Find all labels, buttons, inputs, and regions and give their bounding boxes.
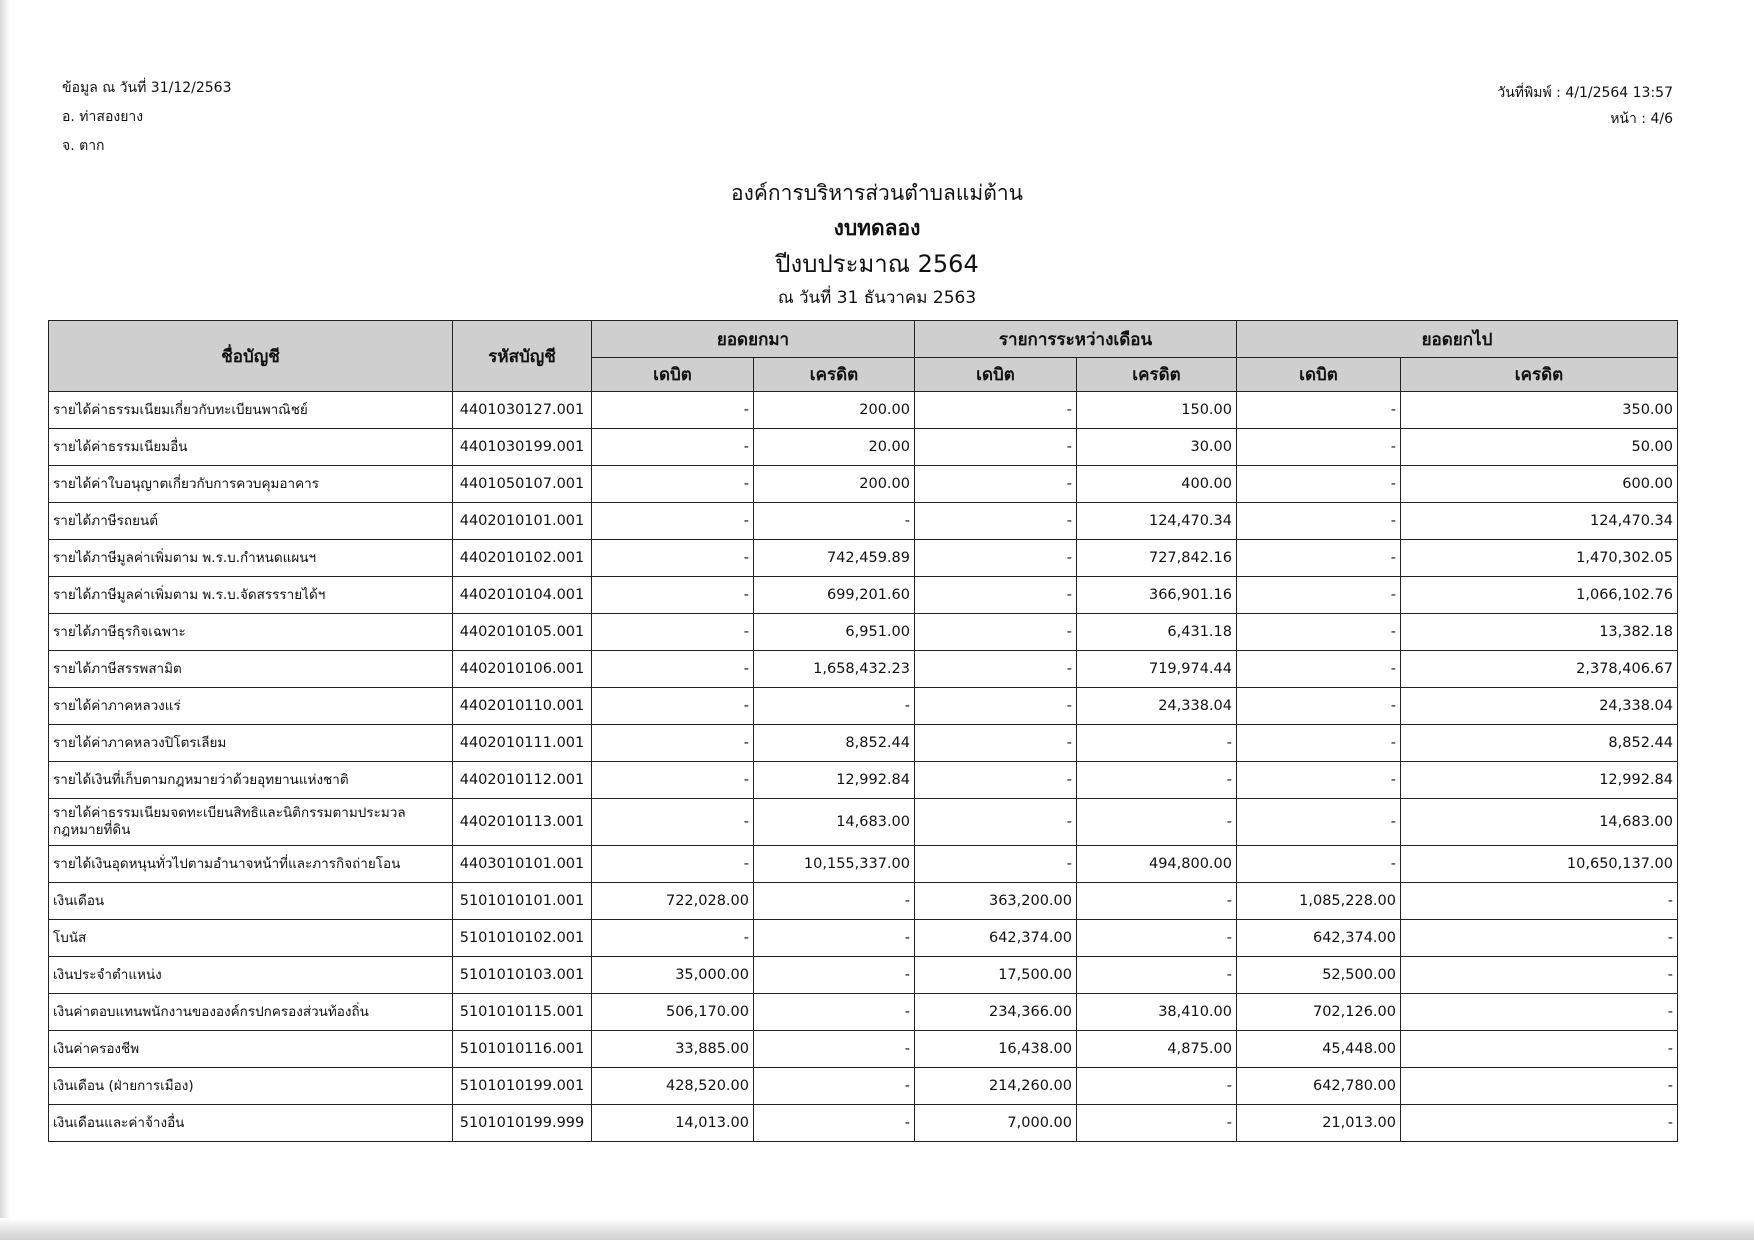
bf-credit-cell: - [754, 503, 915, 540]
organization-name: องค์การบริหารส่วนตำบลแม่ต้าน [731, 181, 1023, 205]
month-credit-cell: 6,431.18 [1077, 614, 1237, 651]
bf-debit-cell: 14,013.00 [592, 1105, 754, 1142]
account-code-cell: 5101010103.001 [453, 957, 592, 994]
month-credit-cell: 719,974.44 [1077, 651, 1237, 688]
account-name-cell: รายได้ค่าธรรมเนียมเกี่ยวกับทะเบียนพาณิชย์ [49, 392, 453, 429]
account-name-cell: เงินเดือน (ฝ่ายการเมือง) [49, 1068, 453, 1105]
month-credit-cell: 30.00 [1077, 429, 1237, 466]
month-debit-cell: 7,000.00 [915, 1105, 1077, 1142]
bf-credit-cell: 200.00 [754, 466, 915, 503]
table-row [49, 688, 1678, 725]
account-code-cell: 5101010116.001 [453, 1031, 592, 1068]
account-name-cell: รายได้ค่าธรรมเนียมจดทะเบียนสิทธิและนิติกรรมตามประมวลกฎหมายที่ดิน [49, 799, 453, 846]
account-code-cell: 4402010113.001 [453, 799, 592, 846]
cf-debit-cell: 702,126.00 [1237, 994, 1401, 1031]
month-debit-cell: 17,500.00 [915, 957, 1077, 994]
table-row [49, 577, 1678, 614]
cf-credit-cell: 350.00 [1401, 392, 1678, 429]
month-debit-cell: 642,374.00 [915, 920, 1077, 957]
account-code-cell: 4402010104.001 [453, 577, 592, 614]
account-name-cell: รายได้เงินอุดหนุนทั่วไปตามอำนาจหน้าที่และภารกิจถ่ายโอน [49, 846, 453, 883]
bf-credit-cell: 8,852.44 [754, 725, 915, 762]
account-name-cell: โบนัส [49, 920, 453, 957]
bf-debit-cell: - [592, 762, 754, 799]
cf-credit-cell: 1,470,302.05 [1401, 540, 1678, 577]
cf-credit-cell: - [1401, 957, 1678, 994]
province-name: จ. ตาก [62, 138, 105, 154]
table-row [49, 994, 1678, 1031]
cf-debit-cell: 52,500.00 [1237, 957, 1401, 994]
table-header-row [49, 321, 1678, 358]
month-debit-cell: - [915, 466, 1077, 503]
header-carried-forward: ยอดยกไป [1237, 321, 1678, 358]
bf-credit-cell: 6,951.00 [754, 614, 915, 651]
cf-credit-cell: 600.00 [1401, 466, 1678, 503]
cf-debit-cell: 45,448.00 [1237, 1031, 1401, 1068]
bf-debit-cell: - [592, 577, 754, 614]
table-row [49, 846, 1678, 883]
cf-debit-cell: - [1237, 725, 1401, 762]
cf-debit-cell: - [1237, 503, 1401, 540]
bf-debit-cell: - [592, 614, 754, 651]
cf-credit-cell: - [1401, 920, 1678, 957]
account-name-cell: รายได้ค่าใบอนุญาตเกี่ยวกับการควบคุมอาคาร [49, 466, 453, 503]
table-row [49, 466, 1678, 503]
district-name: อ. ท่าสองยาง [62, 109, 144, 125]
cf-credit-cell: 14,683.00 [1401, 799, 1678, 846]
month-debit-cell: - [915, 725, 1077, 762]
cf-credit-cell: 8,852.44 [1401, 725, 1678, 762]
cf-debit-cell: - [1237, 651, 1401, 688]
report-title: งบทดลอง [833, 216, 921, 240]
cf-credit-cell: 50.00 [1401, 429, 1678, 466]
month-debit-cell: - [915, 614, 1077, 651]
cf-credit-cell: 124,470.34 [1401, 503, 1678, 540]
bf-debit-cell: - [592, 725, 754, 762]
month-credit-cell: - [1077, 883, 1237, 920]
account-name-cell: เงินเดือน [49, 883, 453, 920]
bf-debit-cell: 35,000.00 [592, 957, 754, 994]
table-row [49, 1031, 1678, 1068]
month-debit-cell: - [915, 540, 1077, 577]
month-debit-cell: - [915, 799, 1077, 846]
account-name-cell: เงินค่าตอบแทนพนักงานขององค์กรปกครองส่วนท้องถิ่น [49, 994, 453, 1031]
cf-credit-cell: - [1401, 1068, 1678, 1105]
bf-credit-cell: 10,155,337.00 [754, 846, 915, 883]
header-cf-credit: เครดิต [1401, 358, 1678, 392]
month-credit-cell: 4,875.00 [1077, 1031, 1237, 1068]
header-right-block [1497, 80, 1673, 132]
cf-credit-cell: 24,338.04 [1401, 688, 1678, 725]
bf-debit-cell: - [592, 799, 754, 846]
account-code-cell: 4402010111.001 [453, 725, 592, 762]
as-of-date: ณ วันที่ 31 ธันวาคม 2563 [777, 288, 977, 308]
table-row [49, 799, 1678, 846]
data-as-of-date: ข้อมูล ณ วันที่ 31/12/2563 [62, 80, 232, 96]
account-name-cell: เงินเดือนและค่าจ้างอื่น [49, 1105, 453, 1142]
account-name-cell: รายได้ภาษีมูลค่าเพิ่มตาม พ.ร.บ.จัดสรรรายได้ฯ [49, 577, 453, 614]
month-debit-cell: - [915, 392, 1077, 429]
table-row [49, 392, 1678, 429]
header-account-code: รหัสบัญชี [453, 321, 592, 392]
month-debit-cell: - [915, 762, 1077, 799]
table-row [49, 725, 1678, 762]
cf-credit-cell: - [1401, 883, 1678, 920]
account-name-cell: รายได้ภาษีธุรกิจเฉพาะ [49, 614, 453, 651]
month-debit-cell: - [915, 688, 1077, 725]
cf-credit-cell: 12,992.84 [1401, 762, 1678, 799]
bf-debit-cell: 722,028.00 [592, 883, 754, 920]
cf-credit-cell: - [1401, 1031, 1678, 1068]
bf-credit-cell: 12,992.84 [754, 762, 915, 799]
cf-debit-cell: - [1237, 846, 1401, 883]
table-row [49, 503, 1678, 540]
bf-debit-cell: - [592, 688, 754, 725]
page-number: หน้า : 4/6 [1610, 111, 1673, 127]
table-row [49, 920, 1678, 957]
cf-credit-cell: - [1401, 994, 1678, 1031]
account-code-cell: 4403010101.001 [453, 846, 592, 883]
month-debit-cell: - [915, 503, 1077, 540]
cf-debit-cell: - [1237, 540, 1401, 577]
month-credit-cell: 24,338.04 [1077, 688, 1237, 725]
month-credit-cell: 494,800.00 [1077, 846, 1237, 883]
cf-debit-cell: - [1237, 614, 1401, 651]
month-credit-cell: 366,901.16 [1077, 577, 1237, 614]
month-credit-cell: - [1077, 725, 1237, 762]
account-name-cell: รายได้ภาษีรถยนต์ [49, 503, 453, 540]
account-code-cell: 4402010105.001 [453, 614, 592, 651]
table-row [49, 651, 1678, 688]
account-code-cell: 5101010199.001 [453, 1068, 592, 1105]
bf-debit-cell: - [592, 846, 754, 883]
header-account-name: ชื่อบัญชี [49, 321, 453, 392]
account-code-cell: 5101010101.001 [453, 883, 592, 920]
cf-debit-cell: - [1237, 762, 1401, 799]
month-debit-cell: 214,260.00 [915, 1068, 1077, 1105]
bf-credit-cell: - [754, 1031, 915, 1068]
month-debit-cell: 234,366.00 [915, 994, 1077, 1031]
account-code-cell: 4401030127.001 [453, 392, 592, 429]
account-code-cell: 4402010101.001 [453, 503, 592, 540]
month-debit-cell: - [915, 429, 1077, 466]
account-code-cell: 5101010115.001 [453, 994, 592, 1031]
table-row [49, 614, 1678, 651]
account-name-cell: รายได้ภาษีสรรพสามิต [49, 651, 453, 688]
cf-debit-cell: - [1237, 799, 1401, 846]
header-bf-credit: เครดิต [754, 358, 915, 392]
bf-credit-cell: - [754, 1068, 915, 1105]
bf-credit-cell: - [754, 994, 915, 1031]
cf-debit-cell: 21,013.00 [1237, 1105, 1401, 1142]
bf-credit-cell: 14,683.00 [754, 799, 915, 846]
bf-debit-cell: - [592, 392, 754, 429]
header-left-block [62, 74, 231, 161]
bf-debit-cell: - [592, 503, 754, 540]
month-credit-cell: - [1077, 957, 1237, 994]
account-name-cell: รายได้ภาษีมูลค่าเพิ่มตาม พ.ร.บ.กำหนดแผนฯ [49, 540, 453, 577]
account-name-cell: เงินประจำตำแหน่ง [49, 957, 453, 994]
bf-credit-cell: - [754, 957, 915, 994]
cf-debit-cell: 642,780.00 [1237, 1068, 1401, 1105]
month-debit-cell: - [915, 846, 1077, 883]
bf-debit-cell: - [592, 651, 754, 688]
print-date: วันที่พิมพ์ : 4/1/2564 13:57 [1497, 85, 1673, 101]
month-credit-cell: - [1077, 799, 1237, 846]
account-name-cell: รายได้ค่าภาคหลวงปิโตรเลียม [49, 725, 453, 762]
month-debit-cell: 16,438.00 [915, 1031, 1077, 1068]
bf-debit-cell: 33,885.00 [592, 1031, 754, 1068]
bf-credit-cell: - [754, 1105, 915, 1142]
month-credit-cell: 150.00 [1077, 392, 1237, 429]
bf-credit-cell: - [754, 688, 915, 725]
table-row [49, 762, 1678, 799]
table-row [49, 1105, 1678, 1142]
table-row [49, 429, 1678, 466]
month-credit-cell: 124,470.34 [1077, 503, 1237, 540]
bf-debit-cell: 506,170.00 [592, 994, 754, 1031]
header-m-credit: เครดิต [1077, 358, 1237, 392]
cf-debit-cell: - [1237, 466, 1401, 503]
cf-debit-cell: - [1237, 429, 1401, 466]
month-credit-cell: 38,410.00 [1077, 994, 1237, 1031]
table-row [49, 1068, 1678, 1105]
bf-debit-cell: - [592, 920, 754, 957]
table-row [49, 957, 1678, 994]
month-credit-cell: - [1077, 762, 1237, 799]
fiscal-year: ปีงบประมาณ 2564 [775, 250, 979, 278]
account-name-cell: รายได้ค่าธรรมเนียมอื่น [49, 429, 453, 466]
month-debit-cell: 363,200.00 [915, 883, 1077, 920]
bf-debit-cell: - [592, 466, 754, 503]
month-debit-cell: - [915, 577, 1077, 614]
table-row [49, 540, 1678, 577]
bf-debit-cell: 428,520.00 [592, 1068, 754, 1105]
account-code-cell: 4402010110.001 [453, 688, 592, 725]
cf-credit-cell: 13,382.18 [1401, 614, 1678, 651]
header-brought-forward: ยอดยกมา [592, 321, 915, 358]
cf-credit-cell: 2,378,406.67 [1401, 651, 1678, 688]
report-title-block [0, 176, 1754, 314]
bf-credit-cell: 20.00 [754, 429, 915, 466]
account-name-cell: รายได้เงินที่เก็บตามกฎหมายว่าด้วยอุทยานแห่งชาติ [49, 762, 453, 799]
month-credit-cell: - [1077, 1105, 1237, 1142]
bf-credit-cell: 200.00 [754, 392, 915, 429]
account-code-cell: 5101010102.001 [453, 920, 592, 957]
cf-debit-cell: 642,374.00 [1237, 920, 1401, 957]
account-code-cell: 4401050107.001 [453, 466, 592, 503]
bf-credit-cell: 699,201.60 [754, 577, 915, 614]
cf-credit-cell: - [1401, 1105, 1678, 1142]
bf-credit-cell: 742,459.89 [754, 540, 915, 577]
account-code-cell: 4401030199.001 [453, 429, 592, 466]
table-body [49, 392, 1678, 1142]
bf-debit-cell: - [592, 429, 754, 466]
account-name-cell: รายได้ค่าภาคหลวงแร่ [49, 688, 453, 725]
account-code-cell: 5101010199.999 [453, 1105, 592, 1142]
bf-debit-cell: - [592, 540, 754, 577]
cf-debit-cell: 1,085,228.00 [1237, 883, 1401, 920]
header-m-debit: เดบิต [915, 358, 1077, 392]
cf-credit-cell: 10,650,137.00 [1401, 846, 1678, 883]
month-debit-cell: - [915, 651, 1077, 688]
cf-debit-cell: - [1237, 577, 1401, 614]
account-name-cell: เงินค่าครองชีพ [49, 1031, 453, 1068]
bf-credit-cell: - [754, 883, 915, 920]
bf-credit-cell: 1,658,432.23 [754, 651, 915, 688]
account-code-cell: 4402010102.001 [453, 540, 592, 577]
month-credit-cell: 400.00 [1077, 466, 1237, 503]
month-credit-cell: - [1077, 1068, 1237, 1105]
header-during-month: รายการระหว่างเดือน [915, 321, 1237, 358]
account-code-cell: 4402010106.001 [453, 651, 592, 688]
cf-credit-cell: 1,066,102.76 [1401, 577, 1678, 614]
account-code-cell: 4402010112.001 [453, 762, 592, 799]
month-credit-cell: - [1077, 920, 1237, 957]
cf-debit-cell: - [1237, 688, 1401, 725]
page-bottom-shadow [0, 1218, 1754, 1240]
bf-credit-cell: - [754, 920, 915, 957]
header-bf-debit: เดบิต [592, 358, 754, 392]
trial-balance-table [48, 320, 1678, 1142]
header-cf-debit: เดบิต [1237, 358, 1401, 392]
table-row [49, 883, 1678, 920]
month-credit-cell: 727,842.16 [1077, 540, 1237, 577]
cf-debit-cell: - [1237, 392, 1401, 429]
